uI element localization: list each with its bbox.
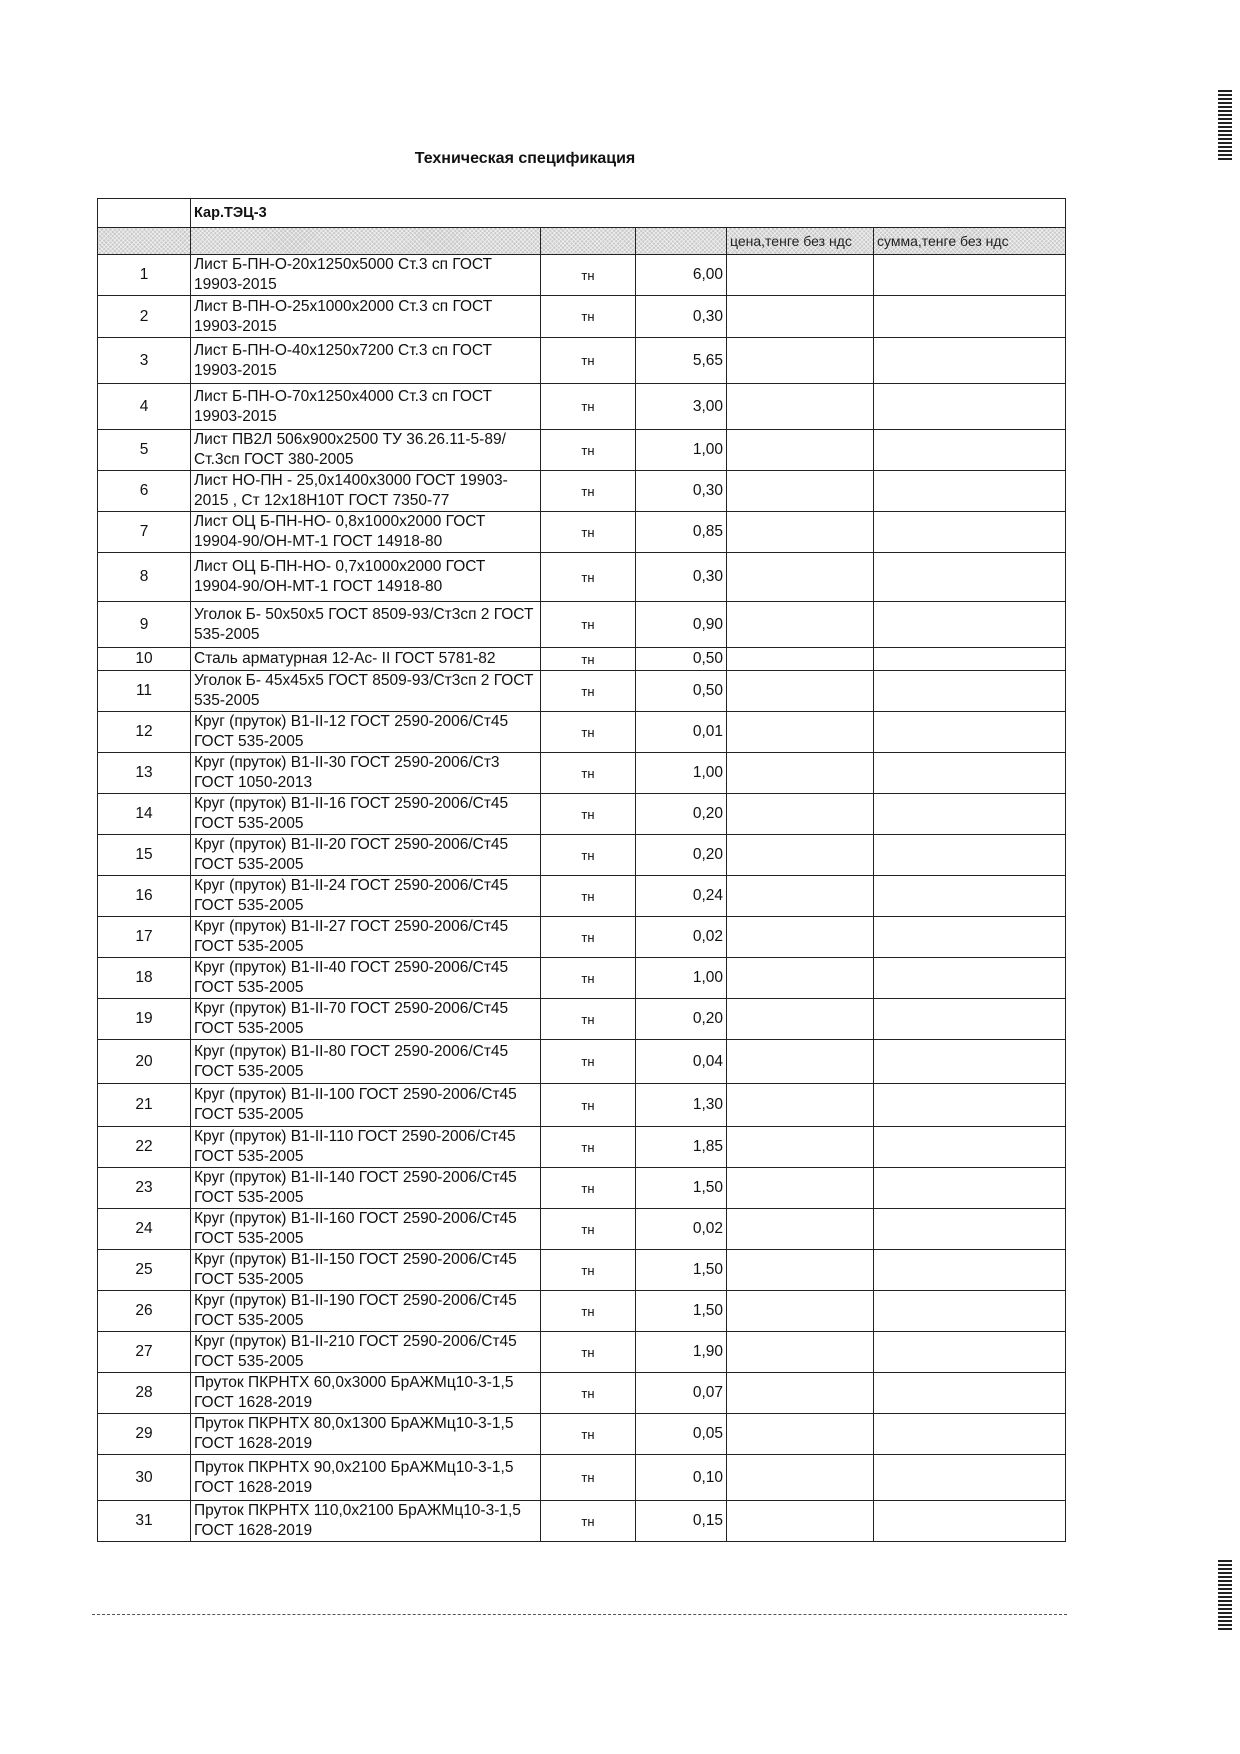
unit-cell: тн <box>541 1455 636 1501</box>
price-cell <box>727 338 874 384</box>
price-cell <box>727 712 874 753</box>
price-cell <box>727 430 874 471</box>
scan-edge-marks <box>1218 90 1232 160</box>
price-cell <box>727 1455 874 1501</box>
unit-cell: тн <box>541 255 636 296</box>
item-name: Круг (пруток) В1-II-210 ГОСТ 2590-2006/Ст45 ГОСТ 535-2005 <box>191 1332 541 1373</box>
table-row <box>98 917 1066 958</box>
table-row <box>98 712 1066 753</box>
row-number: 6 <box>98 471 191 512</box>
row-number: 12 <box>98 712 191 753</box>
unit-cell: тн <box>541 296 636 338</box>
sum-cell <box>874 876 1066 917</box>
sum-cell <box>874 338 1066 384</box>
price-cell <box>727 471 874 512</box>
table-row <box>98 1209 1066 1250</box>
price-cell <box>727 917 874 958</box>
item-name: Круг (пруток) В1-II-190 ГОСТ 2590-2006/Ст45 ГОСТ 535-2005 <box>191 1291 541 1332</box>
price-cell <box>727 1127 874 1168</box>
item-name: Круг (пруток) В1-II-30 ГОСТ 2590-2006/Ст3 ГОСТ 1050-2013 <box>191 753 541 794</box>
table-row <box>98 255 1066 296</box>
item-name: Круг (пруток) В1-II-80 ГОСТ 2590-2006/Ст45 ГОСТ 535-2005 <box>191 1040 541 1084</box>
unit-cell: тн <box>541 648 636 671</box>
sum-cell <box>874 1414 1066 1455</box>
row-number: 11 <box>98 671 191 712</box>
quantity-cell: 0,15 <box>636 1501 727 1542</box>
table-row <box>98 753 1066 794</box>
item-name: Лист В-ПН-О-25х1000х2000 Ст.3 сп ГОСТ 19903-2015 <box>191 296 541 338</box>
sum-cell <box>874 712 1066 753</box>
price-cell <box>727 671 874 712</box>
sum-cell <box>874 1291 1066 1332</box>
row-number: 25 <box>98 1250 191 1291</box>
unit-cell: тн <box>541 1414 636 1455</box>
quantity-cell: 1,00 <box>636 958 727 999</box>
item-name: Лист Б-ПН-О-40х1250х7200 Ст.3 сп ГОСТ 19903-2015 <box>191 338 541 384</box>
sum-cell <box>874 671 1066 712</box>
row-number: 22 <box>98 1127 191 1168</box>
row-number: 26 <box>98 1291 191 1332</box>
price-cell <box>727 255 874 296</box>
item-name: Круг (пруток) В1-II-16 ГОСТ 2590-2006/Ст45 ГОСТ 535-2005 <box>191 794 541 835</box>
table-row <box>98 1332 1066 1373</box>
price-cell <box>727 1414 874 1455</box>
table-row <box>98 1040 1066 1084</box>
table-row <box>98 338 1066 384</box>
quantity-cell: 0,01 <box>636 712 727 753</box>
item-name: Пруток ПКРНТХ 110,0х2100 БрАЖМц10-3-1,5 ГОСТ 1628-2019 <box>191 1501 541 1542</box>
price-cell <box>727 1332 874 1373</box>
unit-cell: тн <box>541 512 636 553</box>
item-name: Круг (пруток) В1-II-160 ГОСТ 2590-2006/Ст45 ГОСТ 535-2005 <box>191 1209 541 1250</box>
header-cell <box>191 228 541 255</box>
item-name: Круг (пруток) В1-II-40 ГОСТ 2590-2006/Ст45 ГОСТ 535-2005 <box>191 958 541 999</box>
quantity-cell: 1,50 <box>636 1291 727 1332</box>
item-name: Сталь арматурная 12-Ас- II ГОСТ 5781-82 <box>191 648 541 671</box>
unit-cell: тн <box>541 917 636 958</box>
table-title-row <box>98 199 1066 228</box>
unit-cell: тн <box>541 1501 636 1542</box>
table-row <box>98 602 1066 648</box>
sum-cell <box>874 553 1066 602</box>
row-number: 15 <box>98 835 191 876</box>
price-cell <box>727 1084 874 1127</box>
row-number: 3 <box>98 338 191 384</box>
table-row <box>98 876 1066 917</box>
unit-cell: тн <box>541 1332 636 1373</box>
row-number: 1 <box>98 255 191 296</box>
document-title: Техническая спецификация <box>414 150 636 167</box>
unit-cell: тн <box>541 794 636 835</box>
price-cell <box>727 1373 874 1414</box>
row-number: 31 <box>98 1501 191 1542</box>
header-cell <box>98 228 191 255</box>
price-cell <box>727 1250 874 1291</box>
unit-cell: тн <box>541 1250 636 1291</box>
unit-cell: тн <box>541 430 636 471</box>
sum-cell <box>874 1455 1066 1501</box>
quantity-cell: 0,10 <box>636 1455 727 1501</box>
quantity-cell: 0,05 <box>636 1414 727 1455</box>
table-row <box>98 835 1066 876</box>
table-row <box>98 1127 1066 1168</box>
unit-cell: тн <box>541 999 636 1040</box>
quantity-cell: 1,90 <box>636 1332 727 1373</box>
quantity-cell: 0,50 <box>636 671 727 712</box>
item-name: Лист ОЦ Б-ПН-НО- 0,7х1000х2000 ГОСТ 19904-90/ОН-МТ-1 ГОСТ 14918-80 <box>191 553 541 602</box>
quantity-cell: 0,24 <box>636 876 727 917</box>
table-row <box>98 999 1066 1040</box>
item-name: Лист Б-ПН-О-70х1250х4000 Ст.3 сп ГОСТ 19903-2015 <box>191 384 541 430</box>
row-number: 21 <box>98 1084 191 1127</box>
quantity-cell: 0,30 <box>636 296 727 338</box>
unit-cell: тн <box>541 1168 636 1209</box>
item-name: Пруток ПКРНТХ 80,0х1300 БрАЖМц10-3-1,5 ГОСТ 1628-2019 <box>191 1414 541 1455</box>
unit-cell: тн <box>541 338 636 384</box>
row-number: 30 <box>98 1455 191 1501</box>
row-number: 18 <box>98 958 191 999</box>
row-number: 20 <box>98 1040 191 1084</box>
unit-cell: тн <box>541 958 636 999</box>
header-cell <box>636 228 727 255</box>
sum-cell <box>874 1040 1066 1084</box>
quantity-cell: 5,65 <box>636 338 727 384</box>
unit-cell: тн <box>541 602 636 648</box>
item-name: Пруток ПКРНТХ 90,0х2100 БрАЖМц10-3-1,5 ГОСТ 1628-2019 <box>191 1455 541 1501</box>
table-row <box>98 512 1066 553</box>
price-cell <box>727 1168 874 1209</box>
item-name: Круг (пруток) В1-II-70 ГОСТ 2590-2006/Ст45 ГОСТ 535-2005 <box>191 999 541 1040</box>
row-number: 19 <box>98 999 191 1040</box>
sum-cell <box>874 753 1066 794</box>
row-number: 2 <box>98 296 191 338</box>
unit-cell: тн <box>541 1084 636 1127</box>
table-row <box>98 1250 1066 1291</box>
table-row <box>98 1084 1066 1127</box>
specification-table <box>97 198 1066 1542</box>
table-row <box>98 296 1066 338</box>
sum-cell <box>874 1084 1066 1127</box>
item-name: Круг (пруток) В1-II-24 ГОСТ 2590-2006/Ст45 ГОСТ 535-2005 <box>191 876 541 917</box>
item-name: Уголок Б- 45х45х5 ГОСТ 8509-93/Ст3сп 2 ГОСТ 535-2005 <box>191 671 541 712</box>
quantity-cell: 1,50 <box>636 1250 727 1291</box>
row-number: 7 <box>98 512 191 553</box>
price-cell <box>727 602 874 648</box>
unit-cell: тн <box>541 835 636 876</box>
sum-cell <box>874 471 1066 512</box>
sum-cell <box>874 1127 1066 1168</box>
row-number: 8 <box>98 553 191 602</box>
quantity-cell: 3,00 <box>636 384 727 430</box>
price-cell <box>727 835 874 876</box>
price-cell <box>727 876 874 917</box>
table-row <box>98 794 1066 835</box>
row-number: 14 <box>98 794 191 835</box>
sum-cell <box>874 1209 1066 1250</box>
sum-cell <box>874 958 1066 999</box>
table-row <box>98 1414 1066 1455</box>
item-name: Круг (пруток) В1-II-140 ГОСТ 2590-2006/Ст45 ГОСТ 535-2005 <box>191 1168 541 1209</box>
quantity-cell: 0,07 <box>636 1373 727 1414</box>
table-row <box>98 1373 1066 1414</box>
price-cell <box>727 794 874 835</box>
item-name: Лист Б-ПН-О-20х1250х5000 Ст.3 сп ГОСТ 19903-2015 <box>191 255 541 296</box>
header-row <box>98 228 1066 255</box>
quantity-cell: 1,30 <box>636 1084 727 1127</box>
header-price: цена,тенге без ндс <box>727 228 874 255</box>
table-row <box>98 648 1066 671</box>
header-cell <box>541 228 636 255</box>
table-row <box>98 471 1066 512</box>
table-row <box>98 384 1066 430</box>
quantity-cell: 0,20 <box>636 835 727 876</box>
sum-cell <box>874 917 1066 958</box>
price-cell <box>727 553 874 602</box>
quantity-cell: 0,02 <box>636 1209 727 1250</box>
sum-cell <box>874 1250 1066 1291</box>
item-name: Круг (пруток) В1-II-110 ГОСТ 2590-2006/Ст45 ГОСТ 535-2005 <box>191 1127 541 1168</box>
row-number: 27 <box>98 1332 191 1373</box>
row-number: 10 <box>98 648 191 671</box>
unit-cell: тн <box>541 1209 636 1250</box>
sum-cell <box>874 835 1066 876</box>
quantity-cell: 0,20 <box>636 794 727 835</box>
price-cell <box>727 1040 874 1084</box>
quantity-cell: 0,85 <box>636 512 727 553</box>
price-cell <box>727 296 874 338</box>
quantity-cell: 1,50 <box>636 1168 727 1209</box>
unit-cell: тн <box>541 384 636 430</box>
row-number: 23 <box>98 1168 191 1209</box>
unit-cell: тн <box>541 553 636 602</box>
item-name: Уголок Б- 50х50х5 ГОСТ 8509-93/Ст3сп 2 ГОСТ 535-2005 <box>191 602 541 648</box>
quantity-cell: 1,00 <box>636 430 727 471</box>
quantity-cell: 1,85 <box>636 1127 727 1168</box>
scan-edge-marks <box>1218 1560 1232 1630</box>
row-number: 28 <box>98 1373 191 1414</box>
table-row <box>98 671 1066 712</box>
unit-cell: тн <box>541 753 636 794</box>
unit-cell: тн <box>541 712 636 753</box>
table-row <box>98 1501 1066 1542</box>
quantity-cell: 0,04 <box>636 1040 727 1084</box>
sum-cell <box>874 430 1066 471</box>
quantity-cell: 0,90 <box>636 602 727 648</box>
item-name: Лист НО-ПН - 25,0х1400х3000 ГОСТ 19903-2015 , Ст 12х18Н10Т ГОСТ 7350-77 <box>191 471 541 512</box>
price-cell <box>727 1501 874 1542</box>
item-name: Круг (пруток) В1-II-150 ГОСТ 2590-2006/Ст45 ГОСТ 535-2005 <box>191 1250 541 1291</box>
table-row <box>98 553 1066 602</box>
unit-cell: тн <box>541 1040 636 1084</box>
table-row <box>98 958 1066 999</box>
row-number: 29 <box>98 1414 191 1455</box>
row-number: 9 <box>98 602 191 648</box>
row-number: 24 <box>98 1209 191 1250</box>
item-name: Круг (пруток) В1-II-27 ГОСТ 2590-2006/Ст45 ГОСТ 535-2005 <box>191 917 541 958</box>
price-cell <box>727 512 874 553</box>
quantity-cell: 0,02 <box>636 917 727 958</box>
header-sum: сумма,тенге без ндс <box>874 228 1066 255</box>
quantity-cell: 0,30 <box>636 553 727 602</box>
price-cell <box>727 648 874 671</box>
row-number: 17 <box>98 917 191 958</box>
row-number: 16 <box>98 876 191 917</box>
sum-cell <box>874 296 1066 338</box>
price-cell <box>727 1291 874 1332</box>
unit-cell: тн <box>541 671 636 712</box>
sum-cell <box>874 648 1066 671</box>
table-row <box>98 1455 1066 1501</box>
unit-cell: тн <box>541 1127 636 1168</box>
unit-cell: тн <box>541 1373 636 1414</box>
quantity-cell: 1,00 <box>636 753 727 794</box>
price-cell <box>727 1209 874 1250</box>
row-number: 4 <box>98 384 191 430</box>
item-name: Круг (пруток) В1-II-20 ГОСТ 2590-2006/Ст45 ГОСТ 535-2005 <box>191 835 541 876</box>
sum-cell <box>874 602 1066 648</box>
table-row <box>98 1291 1066 1332</box>
sum-cell <box>874 794 1066 835</box>
unit-cell: тн <box>541 471 636 512</box>
sum-cell <box>874 1373 1066 1414</box>
bottom-dashed-line <box>92 1614 1067 1615</box>
unit-cell: тн <box>541 1291 636 1332</box>
price-cell <box>727 384 874 430</box>
sum-cell <box>874 1501 1066 1542</box>
sum-cell <box>874 1168 1066 1209</box>
unit-cell: тн <box>541 876 636 917</box>
price-cell <box>727 958 874 999</box>
item-name: Круг (пруток) В1-II-100 ГОСТ 2590-2006/Ст45 ГОСТ 535-2005 <box>191 1084 541 1127</box>
row-number: 13 <box>98 753 191 794</box>
sum-cell <box>874 999 1066 1040</box>
sum-cell <box>874 255 1066 296</box>
item-name: Лист ОЦ Б-ПН-НО- 0,8х1000х2000 ГОСТ 19904-90/ОН-МТ-1 ГОСТ 14918-80 <box>191 512 541 553</box>
table-row <box>98 1168 1066 1209</box>
price-cell <box>727 753 874 794</box>
quantity-cell: 0,20 <box>636 999 727 1040</box>
row-number: 5 <box>98 430 191 471</box>
quantity-cell: 0,50 <box>636 648 727 671</box>
table-row <box>98 430 1066 471</box>
item-name: Пруток ПКРНТХ 60,0х3000 БрАЖМц10-3-1,5 ГОСТ 1628-2019 <box>191 1373 541 1414</box>
sum-cell <box>874 384 1066 430</box>
sum-cell <box>874 1332 1066 1373</box>
table-title: Кар.ТЭЦ-3 <box>191 199 1066 228</box>
quantity-cell: 0,30 <box>636 471 727 512</box>
sum-cell <box>874 512 1066 553</box>
item-name: Лист ПВ2Л 506х900х2500 ТУ 36.26.11-5-89/Ст.3сп ГОСТ 380-2005 <box>191 430 541 471</box>
item-name: Круг (пруток) В1-II-12 ГОСТ 2590-2006/Ст45 ГОСТ 535-2005 <box>191 712 541 753</box>
price-cell <box>727 999 874 1040</box>
quantity-cell: 6,00 <box>636 255 727 296</box>
